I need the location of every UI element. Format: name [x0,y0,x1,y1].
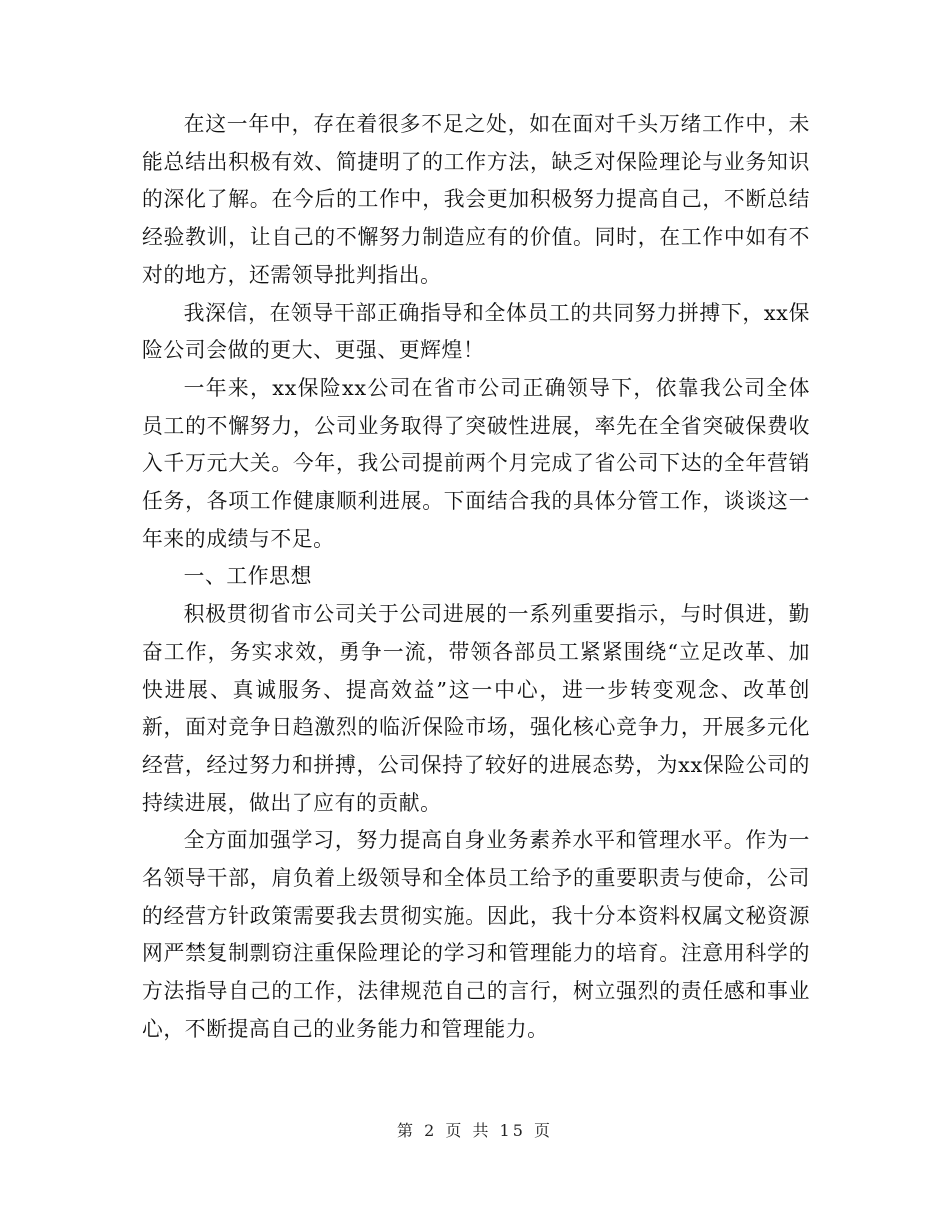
paragraph-year-overview: 一年来，xx保险xx公司在省市公司正确领导下，依靠我公司全体员工的不懈努力，公司业务取得了突破性进展，率先在全省突破保费收入千万元大关。今年，我公司提前两个月完成了省公司下达的全年营销任务，各项工作健康顺利进展。下面结合我的具体分管工作，谈谈这一年来的成绩与不足。 [142,375,810,551]
paragraph-learning: 全方面加强学习，努力提高自身业务素养水平和管理水平。作为一名领导干部，肩负着上级领导和全体员工给予的重要职责与使命，公司的经营方针政策需要我去贯彻实施。因此，我十分本资料权属文秘资源网严禁复制剽窃注重保险理论的学习和管理能力的培育。注意用科学的方法指导自己的工作，法律规范自己的言行，树立强烈的责任感和事业心，不断提高自己的业务能力和管理能力。 [142,828,810,1041]
document-body [142,106,810,1049]
paragraph-confidence: 我深信，在领导干部正确指导和全体员工的共同努力拼搏下，xx保险公司会做的更大、更强、更辉煌！ [142,300,810,363]
page-number-footer: 第 2 页 共 15 页 [397,1121,553,1140]
paragraph-shortcomings: 在这一年中，存在着很多不足之处，如在面对千头万绪工作中，未能总结出积极有效、简捷明了的工作方法，缺乏对保险理论与业务知识的深化了解。在今后的工作中，我会更加积极努力提高自己，不断总结经验教训，让自己的不懈努力制造应有的价值。同时，在工作中如有不对的地方，还需领导批判指出。 [142,112,810,287]
section-heading-work-thinking: 一、工作思想 [183,564,312,589]
paragraph-work-thinking: 积极贯彻省市公司关于公司进展的一系列重要指示，与时俱进，勤奋工作，务实求效，勇争一流，带领各部员工紧紧围绕“立足改革、加快进展、真诚服务、提高效益”这一中心，进一步转变观念、改革创新，面对竞争日趋激烈的临沂保险市场，强化核心竞争力，开展多元化经营，经过努力和拼搏，公司保持了较好的进展态势，为xx保险公司的持续进展，做出了应有的贡献。 [142,602,810,815]
